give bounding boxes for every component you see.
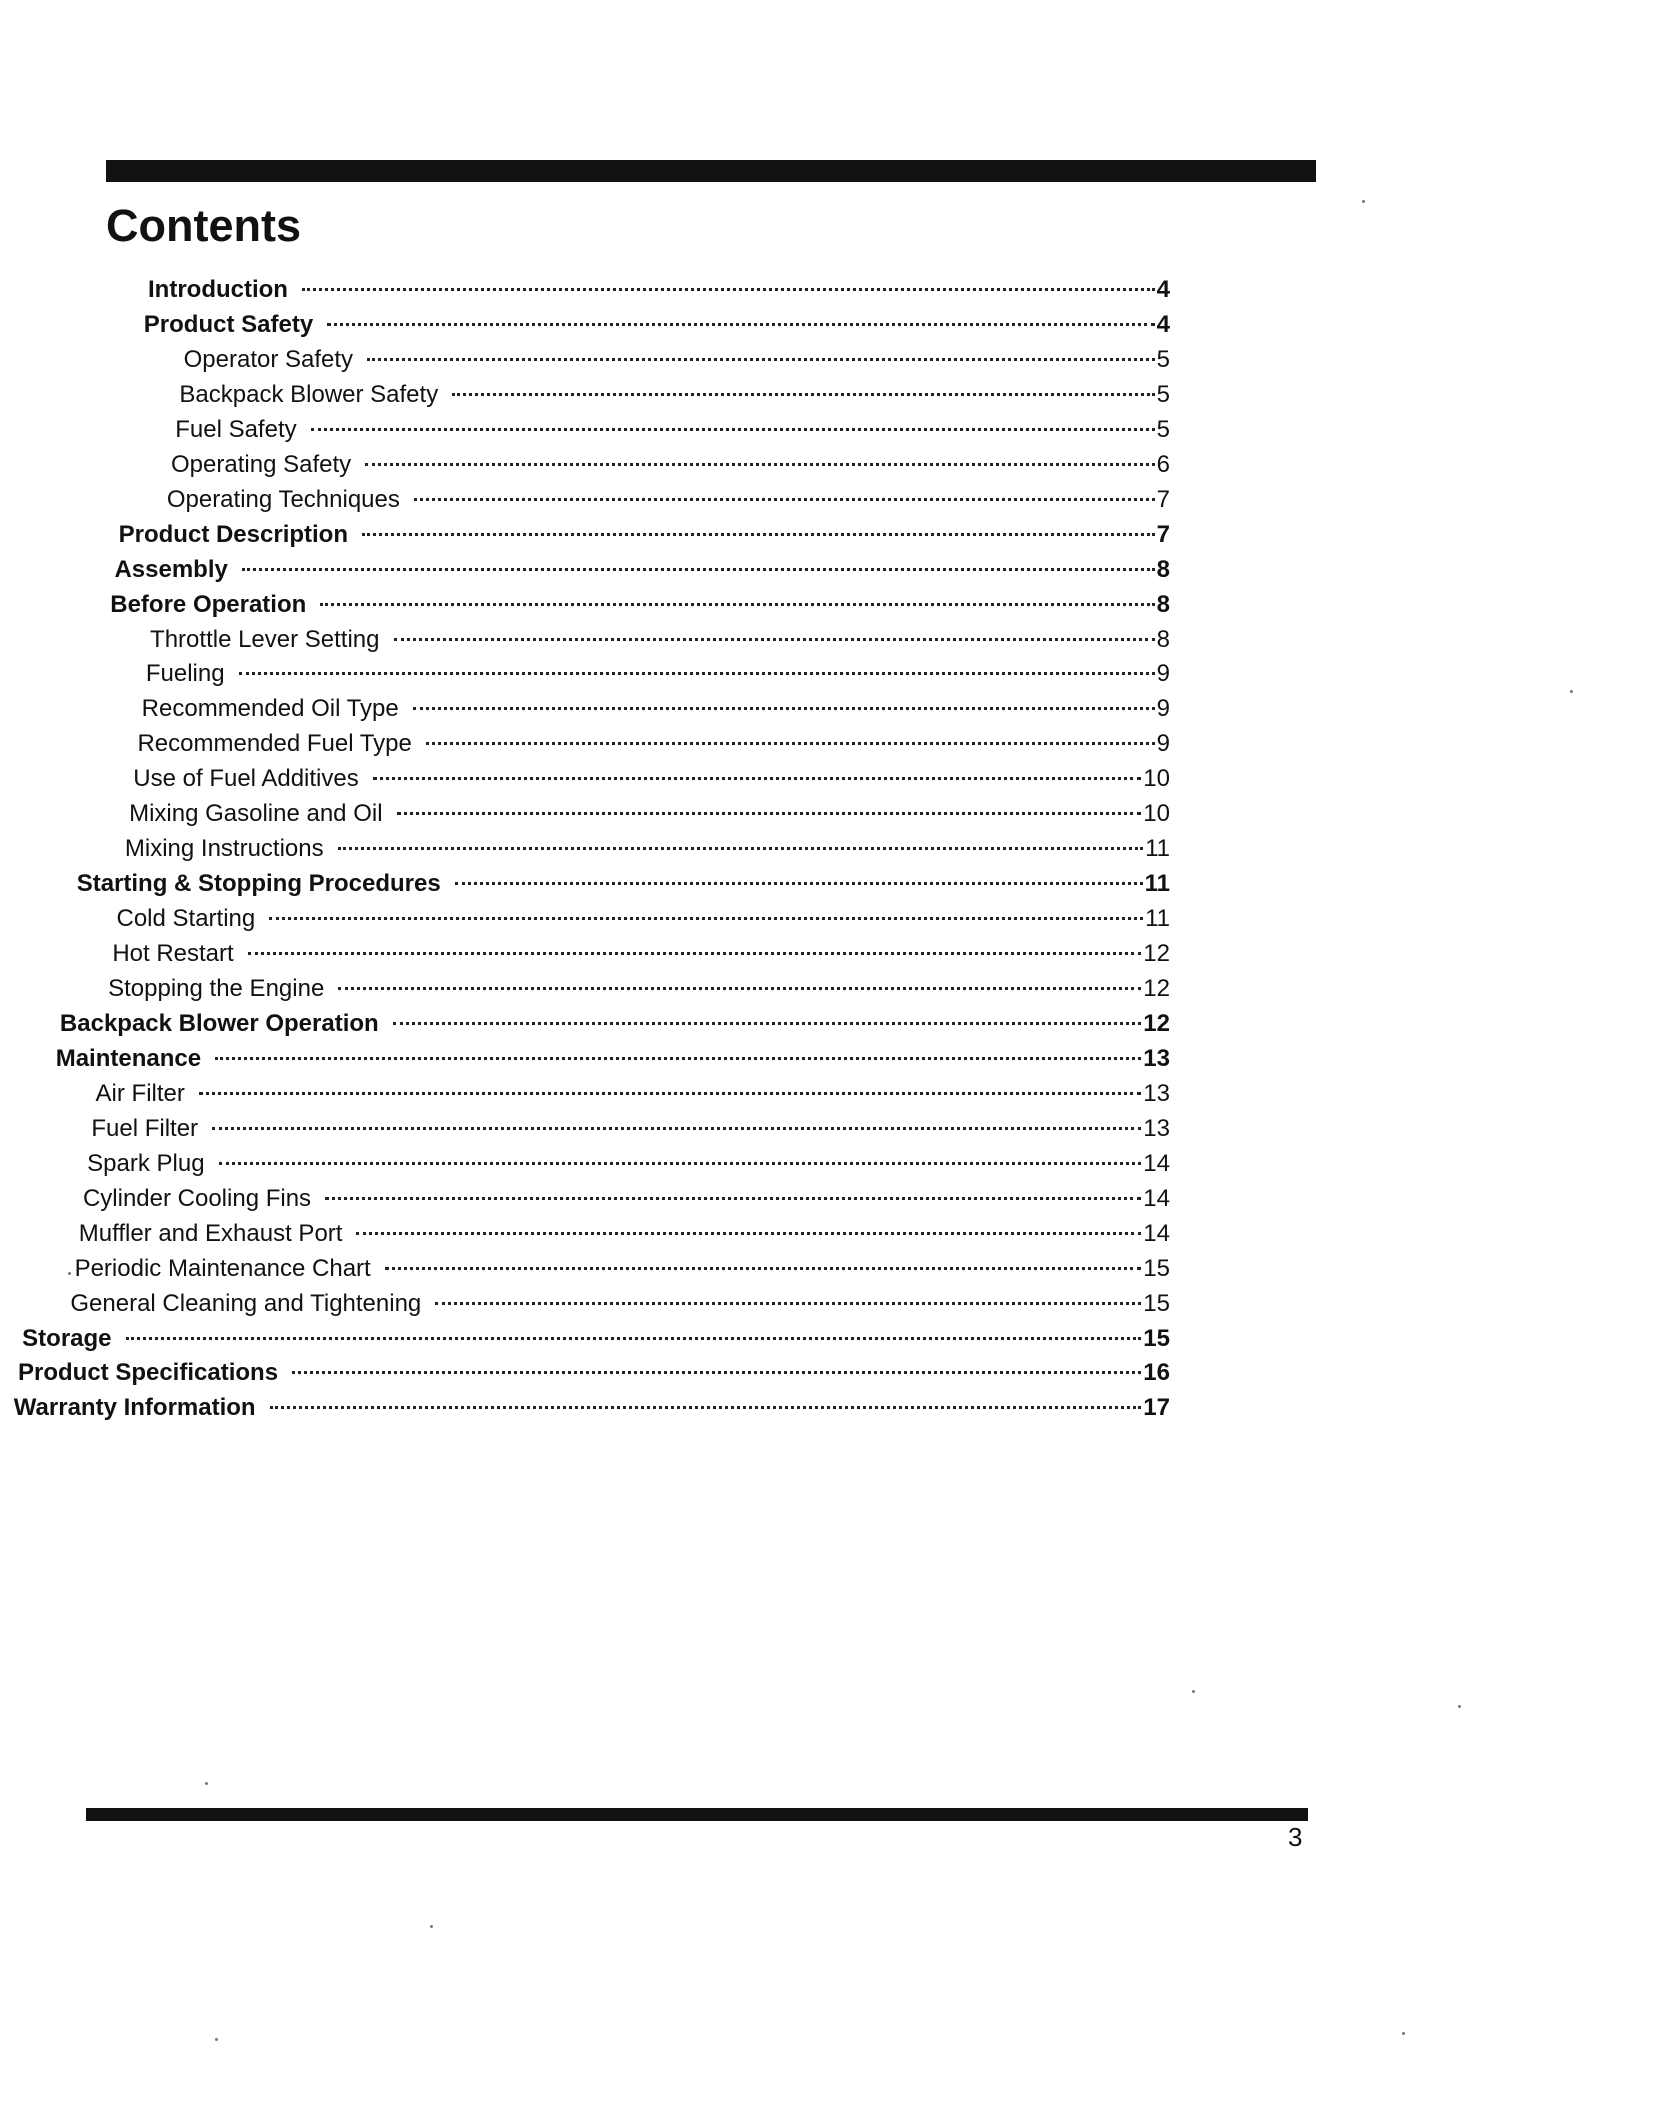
scan-speck bbox=[1192, 1690, 1195, 1693]
toc-entry-page: 17 bbox=[1143, 1394, 1170, 1422]
toc-entry-page: 9 bbox=[1156, 695, 1170, 723]
toc-dot-leader bbox=[385, 1267, 1142, 1270]
toc-entry bbox=[87, 1149, 1170, 1179]
toc-dot-leader bbox=[311, 428, 1155, 431]
toc-entry bbox=[148, 275, 1170, 305]
toc-dot-leader bbox=[212, 1127, 1141, 1130]
toc-entry bbox=[96, 1079, 1170, 1109]
toc-entry bbox=[133, 764, 1170, 794]
toc-entry bbox=[179, 380, 1170, 410]
toc-dot-leader bbox=[414, 498, 1155, 501]
scan-speck bbox=[68, 1272, 71, 1275]
footer-rule bbox=[86, 1808, 1308, 1821]
toc-entry-page: 14 bbox=[1143, 1149, 1170, 1177]
toc-entry-title: General Cleaning and Tightening bbox=[70, 1289, 422, 1317]
toc-entry-title: Starting & Stopping Procedures bbox=[76, 870, 441, 898]
toc-entry-page: 8 bbox=[1156, 590, 1170, 618]
toc-entry bbox=[110, 590, 1170, 620]
toc-dot-leader bbox=[338, 987, 1141, 990]
toc-entry-page: 13 bbox=[1143, 1079, 1170, 1107]
toc-entry bbox=[70, 1289, 1170, 1319]
toc-entry bbox=[167, 485, 1170, 515]
toc-entry bbox=[119, 520, 1170, 550]
toc-dot-leader bbox=[292, 1371, 1141, 1374]
toc-entry bbox=[175, 415, 1170, 445]
toc-entry-page: 15 bbox=[1143, 1324, 1170, 1352]
page-title: Contents bbox=[106, 200, 301, 251]
toc-entry-title: Fueling bbox=[145, 660, 225, 688]
toc-entry-title: Throttle Lever Setting bbox=[150, 625, 380, 653]
toc-entry-title: Fuel Safety bbox=[175, 415, 297, 443]
toc-dot-leader bbox=[367, 358, 1155, 361]
toc-entry-title: Warranty Information bbox=[13, 1394, 256, 1422]
toc-entry-page: 5 bbox=[1156, 345, 1170, 373]
toc-entry-title: Operator Safety bbox=[183, 345, 354, 373]
toc-dot-leader bbox=[393, 1022, 1142, 1025]
toc-dot-leader bbox=[413, 707, 1155, 710]
toc-entry-page: 16 bbox=[1143, 1359, 1170, 1387]
toc-entry bbox=[83, 1184, 1170, 1214]
toc-entry-title: Product Description bbox=[118, 520, 348, 548]
toc-dot-leader bbox=[248, 952, 1142, 955]
toc-entry bbox=[171, 450, 1170, 480]
toc-entry bbox=[56, 1044, 1170, 1074]
toc-entry-title: Cold Starting bbox=[116, 905, 256, 933]
toc-dot-leader bbox=[365, 463, 1155, 466]
toc-entry bbox=[129, 799, 1170, 829]
toc-entry-title: Product Safety bbox=[143, 310, 314, 338]
toc-entry-title: Air Filter bbox=[95, 1079, 185, 1107]
toc-entry-page: 12 bbox=[1143, 975, 1170, 1002]
scan-speck bbox=[1402, 2032, 1405, 2035]
page-number: 3 bbox=[1288, 1822, 1303, 1852]
toc-dot-leader bbox=[242, 568, 1155, 571]
toc-entry bbox=[75, 1254, 1170, 1284]
toc-dot-leader bbox=[270, 1406, 1142, 1409]
toc-entry-page: 6 bbox=[1156, 450, 1170, 478]
toc-dot-leader bbox=[455, 882, 1143, 885]
toc-entry bbox=[91, 1114, 1170, 1144]
toc-entry-page: 5 bbox=[1156, 380, 1170, 408]
toc-entry-title: Recommended Fuel Type bbox=[137, 730, 412, 758]
toc-entry-page: 4 bbox=[1156, 276, 1170, 303]
toc-entry-page: 15 bbox=[1143, 1289, 1170, 1317]
toc-dot-leader bbox=[239, 672, 1155, 675]
toc-dot-leader bbox=[452, 393, 1154, 396]
scan-speck bbox=[1570, 690, 1573, 693]
toc-entry-page: 10 bbox=[1143, 765, 1170, 793]
toc-entry-title: Use of Fuel Additives bbox=[133, 765, 359, 793]
scan-speck bbox=[215, 2038, 218, 2041]
toc-dot-leader bbox=[338, 847, 1143, 850]
toc-dot-leader bbox=[426, 742, 1155, 745]
toc-dot-leader bbox=[373, 777, 1142, 780]
scan-speck bbox=[1458, 1705, 1461, 1708]
toc-entry bbox=[18, 1358, 1170, 1388]
scan-speck bbox=[430, 1925, 433, 1928]
toc-dot-leader bbox=[397, 812, 1142, 815]
toc-dot-leader bbox=[269, 917, 1143, 920]
toc-entry-title: Spark Plug bbox=[87, 1149, 205, 1177]
toc-entry-page: 7 bbox=[1156, 520, 1170, 548]
toc-entry-page: 11 bbox=[1145, 835, 1170, 863]
toc-entry-title: Storage bbox=[22, 1324, 112, 1352]
toc-entry-title: Backpack Blower Safety bbox=[179, 380, 439, 408]
toc-entry-page: 13 bbox=[1143, 1114, 1170, 1142]
toc-entry bbox=[144, 310, 1170, 340]
toc-entry-title: Stopping the Engine bbox=[108, 975, 325, 1002]
toc-entry bbox=[114, 555, 1170, 585]
toc-dot-leader bbox=[219, 1162, 1142, 1165]
toc-entry-title: Fuel Filter bbox=[91, 1114, 199, 1142]
toc-entry-page: 10 bbox=[1143, 800, 1170, 828]
toc-dot-leader bbox=[362, 533, 1155, 536]
toc-entry-title: Introduction bbox=[148, 276, 288, 303]
toc-entry bbox=[142, 694, 1170, 724]
toc-entry-page: 12 bbox=[1143, 940, 1170, 968]
toc-entry bbox=[60, 1009, 1170, 1039]
toc-entry-title: Muffler and Exhaust Port bbox=[78, 1219, 343, 1247]
toc-entry bbox=[184, 345, 1170, 375]
toc-entry bbox=[137, 729, 1170, 759]
toc-dot-leader bbox=[320, 603, 1154, 606]
toc-entry-title: Operating Safety bbox=[171, 450, 352, 478]
toc-entry bbox=[150, 625, 1170, 655]
toc-entry-page: 15 bbox=[1143, 1254, 1170, 1282]
toc-entry bbox=[108, 974, 1170, 1004]
scan-speck bbox=[1362, 200, 1365, 203]
toc-entry-page: 14 bbox=[1143, 1184, 1170, 1212]
toc-entry bbox=[77, 869, 1170, 899]
toc-dot-leader bbox=[356, 1232, 1141, 1235]
toc-entry-title: Product Specifications bbox=[17, 1359, 279, 1387]
toc-entry bbox=[112, 939, 1170, 969]
toc-entry-title: Operating Techniques bbox=[166, 485, 400, 513]
toc-dot-leader bbox=[435, 1302, 1141, 1305]
toc-entry-page: 9 bbox=[1156, 730, 1170, 758]
toc-entry bbox=[22, 1324, 1170, 1354]
toc-entry bbox=[79, 1219, 1170, 1249]
scan-speck bbox=[205, 1782, 208, 1785]
toc-dot-leader bbox=[394, 638, 1155, 641]
toc-entry-page: 11 bbox=[1145, 905, 1170, 933]
toc-entry-title: Recommended Oil Type bbox=[141, 695, 399, 723]
toc-dot-leader bbox=[199, 1092, 1141, 1095]
toc-entry-title: Mixing Instructions bbox=[124, 835, 324, 863]
toc-dot-leader bbox=[215, 1057, 1141, 1060]
toc-entry-title: Maintenance bbox=[55, 1044, 202, 1072]
toc-dot-leader bbox=[126, 1337, 1142, 1340]
toc-entry-page: 13 bbox=[1143, 1044, 1170, 1072]
toc-entry-page: 9 bbox=[1156, 660, 1170, 688]
toc-entry-page: 7 bbox=[1156, 485, 1170, 513]
toc-dot-leader bbox=[325, 1197, 1141, 1200]
toc-entry-title: Backpack Blower Operation bbox=[59, 1009, 379, 1037]
toc-entry bbox=[117, 904, 1170, 934]
toc-entry-page: 8 bbox=[1156, 555, 1170, 583]
toc-entry bbox=[125, 834, 1170, 864]
toc-entry bbox=[14, 1393, 1170, 1423]
toc-entry-title: Before Operation bbox=[110, 590, 307, 618]
toc-dot-leader bbox=[302, 288, 1155, 291]
toc-entry-title: Mixing Gasoline and Oil bbox=[129, 800, 383, 828]
toc-dot-leader bbox=[327, 323, 1154, 326]
toc-entry-title: Assembly bbox=[114, 555, 228, 583]
toc-entry-page: 11 bbox=[1144, 870, 1170, 898]
toc-entry-title: Periodic Maintenance Chart bbox=[74, 1254, 371, 1282]
toc-entry-page: 14 bbox=[1143, 1219, 1170, 1247]
toc-entry bbox=[146, 659, 1170, 689]
toc-entry-page: 4 bbox=[1156, 310, 1170, 338]
toc-entry-page: 8 bbox=[1156, 625, 1170, 653]
toc-entry-page: 5 bbox=[1156, 415, 1170, 443]
toc-entry-page: 12 bbox=[1143, 1009, 1170, 1037]
toc-entry-title: Cylinder Cooling Fins bbox=[82, 1184, 312, 1212]
toc-entry-title: Hot Restart bbox=[112, 940, 234, 968]
